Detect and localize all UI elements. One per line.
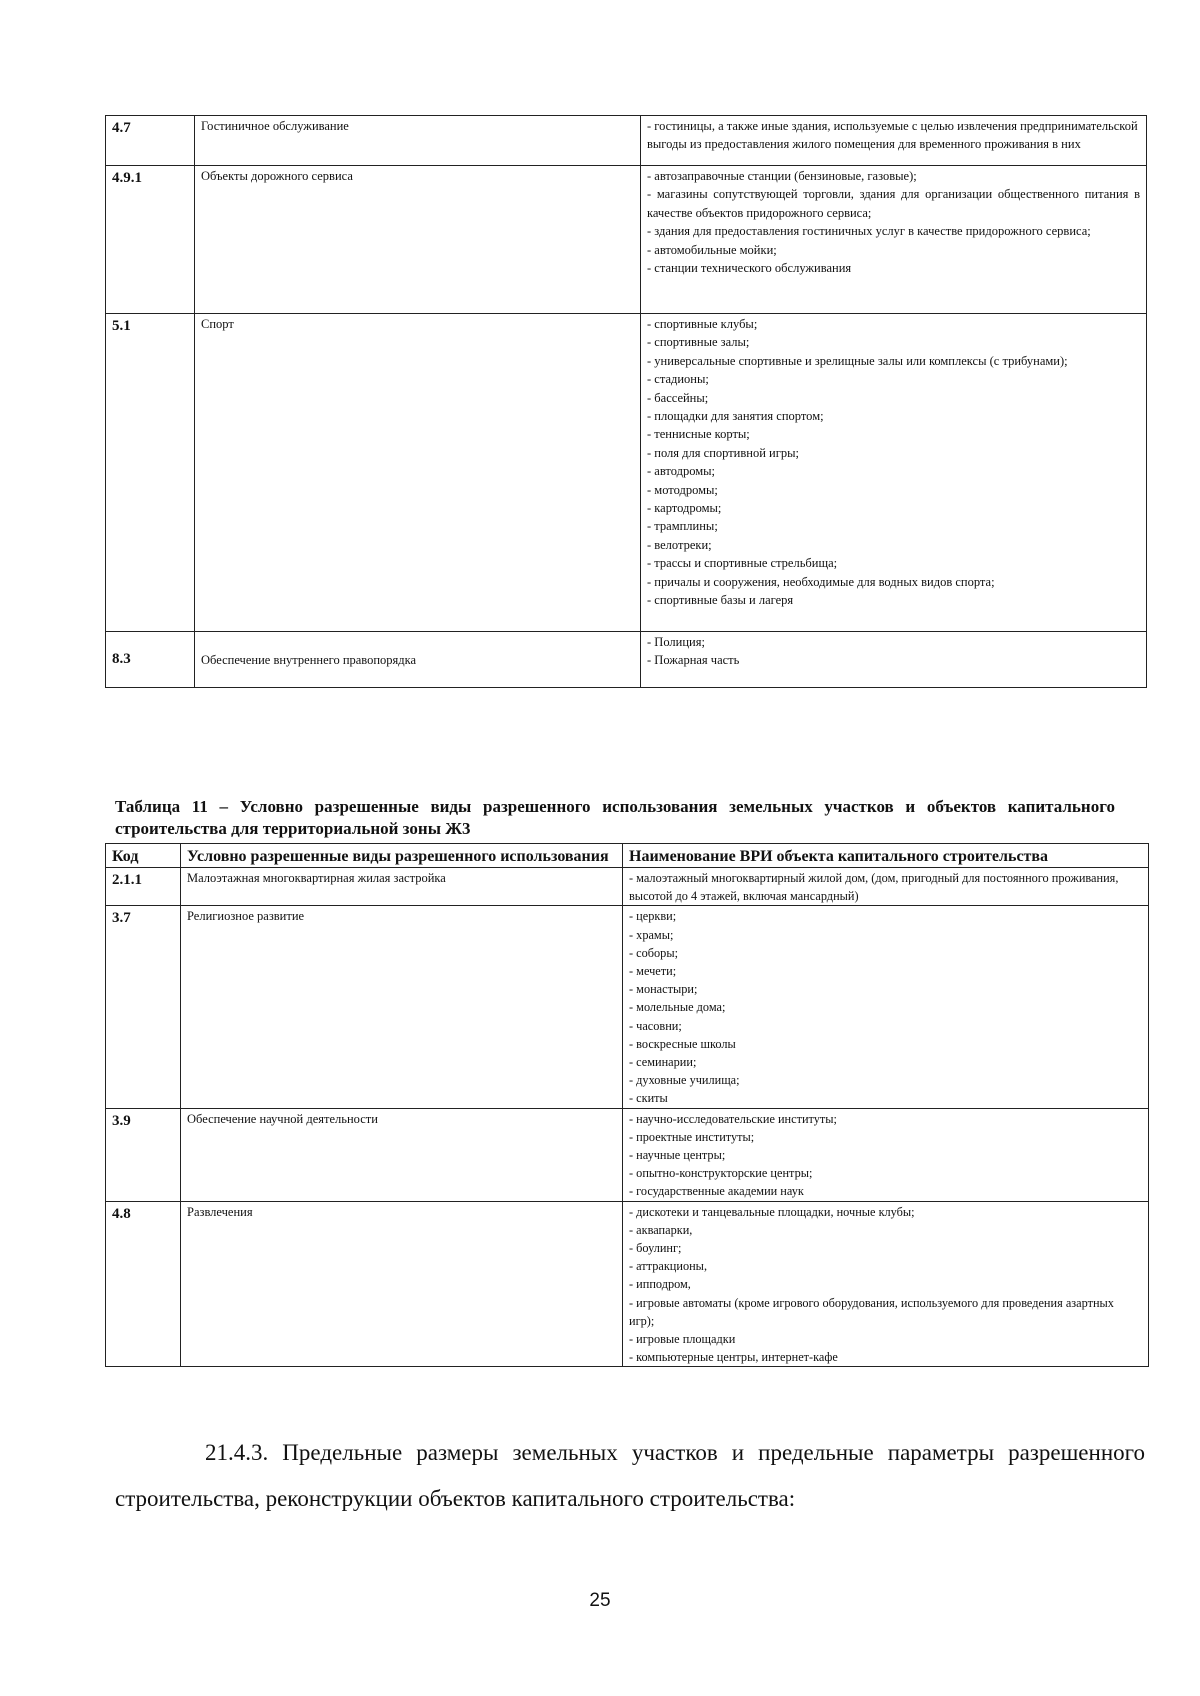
object-item: - компьютерные центры, интернет-кафе xyxy=(629,1350,838,1365)
object-item: - спортивные залы; xyxy=(647,335,750,350)
object-item: - Пожарная часть xyxy=(647,653,740,668)
object-item: - игровые автоматы (кроме игрового оборудования, используемого для проведения азартных игр); xyxy=(629,1295,1114,1328)
object-item: - соборы; xyxy=(629,945,679,960)
section-paragraph: 21.4.3. Предельные размеры земельных участков и предельные параметры разрешенного строительства, реконструкции объектов капитального строительства: xyxy=(115,1440,1145,1511)
object-item: - ипподром, xyxy=(629,1277,691,1292)
row-use-name: Развлечения xyxy=(181,1201,623,1367)
row-use-name: Религиозное развитие xyxy=(181,906,623,1108)
object-item: - монастыри; xyxy=(629,982,698,997)
object-item: - воскресные школы xyxy=(629,1036,736,1051)
object-item: - малоэтажный многоквартирный жилой дом, (дом, пригодный для постоянного проживания, высотой до 4 этажей, включая мансардный) xyxy=(629,871,1119,904)
object-item: - церкви; xyxy=(629,909,677,924)
object-item: - автодромы; xyxy=(647,464,716,479)
object-item: - государственные академии наук xyxy=(629,1184,804,1199)
header-objects: Наименование ВРИ объекта капитального строительства xyxy=(623,844,1149,868)
row-objects xyxy=(623,1201,1149,1367)
row-use-name: Спорт xyxy=(195,314,641,632)
table-caption: Таблица 11 – Условно разрешенные виды разрешенного использования земельных участков и объектов капитального строительства для территориальной зоны Ж3 xyxy=(115,797,1115,838)
table-row xyxy=(106,116,1147,166)
object-item: - гостиницы, а также иные здания, используемые с целью извлечения предпринимательской выгоды из предоставления жилого помещения для временного проживания в них xyxy=(647,119,1138,152)
row-code: 4.9.1 xyxy=(106,166,195,314)
row-objects xyxy=(623,868,1149,906)
object-item: - универсальные спортивные и зрелищные залы или комплексы (с трибунами); xyxy=(647,353,1068,368)
row-objects xyxy=(641,632,1147,688)
row-use-name: Малоэтажная многоквартирная жилая застройка xyxy=(181,868,623,906)
object-item: - картодромы; xyxy=(647,501,722,516)
object-item: - бассейны; xyxy=(647,390,709,405)
table-header-row xyxy=(106,844,1149,868)
row-use-name: Гостиничное обслуживание xyxy=(195,116,641,166)
row-code: 3.7 xyxy=(106,906,181,1108)
object-item: - игровые площадки xyxy=(629,1332,736,1347)
object-item: - научные центры; xyxy=(629,1148,726,1163)
table-row xyxy=(106,1201,1149,1367)
header-code: Код xyxy=(106,844,181,868)
object-item: - духовные училища; xyxy=(629,1073,740,1088)
row-objects xyxy=(641,166,1147,314)
table-row xyxy=(106,632,1147,688)
row-code: 8.3 xyxy=(106,632,195,688)
page-number: 25 xyxy=(589,1590,611,1611)
table-row xyxy=(106,1108,1149,1201)
object-item: - скиты xyxy=(629,1091,668,1106)
object-item: - спортивные базы и лагеря xyxy=(647,593,794,608)
conditional-uses-table xyxy=(105,843,1149,1367)
object-item: - мечети; xyxy=(629,964,677,979)
object-item: - мотодромы; xyxy=(647,482,718,497)
object-item: - опытно-конструкторские центры; xyxy=(629,1166,813,1181)
object-item: - аквапарки, xyxy=(629,1222,693,1237)
row-objects xyxy=(641,314,1147,632)
object-item: - автозаправочные станции (бензиновые, газовые); xyxy=(647,169,917,183)
object-item: - здания для предоставления гостиничных услуг в качестве придорожного сервиса; xyxy=(647,224,1091,239)
header-use-name: Условно разрешенные виды разрешенного использования xyxy=(181,844,623,868)
row-objects xyxy=(623,906,1149,1108)
object-item: - спортивные клубы; xyxy=(647,317,758,331)
table-row xyxy=(106,166,1147,314)
permitted-uses-table-continued xyxy=(105,115,1147,688)
object-item: - научно-исследовательские институты; xyxy=(629,1111,837,1126)
row-use-name: Обеспечение внутреннего правопорядка xyxy=(195,632,641,688)
row-code: 4.7 xyxy=(106,116,195,166)
object-item: - теннисные корты; xyxy=(647,427,750,442)
table-row xyxy=(106,314,1147,632)
row-code: 2.1.1 xyxy=(106,868,181,906)
object-item: - Полиция; xyxy=(647,635,705,649)
object-item: - причалы и сооружения, необходимые для водных видов спорта; xyxy=(647,574,995,589)
object-item: - площадки для занятия спортом; xyxy=(647,409,824,424)
object-item: - молельные дома; xyxy=(629,1000,726,1015)
row-objects xyxy=(641,116,1147,166)
object-item: - дискотеки и танцевальные площадки, ночные клубы; xyxy=(629,1204,915,1219)
row-code: 4.8 xyxy=(106,1201,181,1367)
object-item: - магазины сопутствующей торговли, здания для организации общественного питания в качестве объектов придорожного сервиса; xyxy=(647,187,1140,220)
object-item: - станции технического обслуживания xyxy=(647,261,852,276)
object-item: - автомобильные мойки; xyxy=(647,242,777,257)
table-row xyxy=(106,906,1149,1108)
object-item: - часовни; xyxy=(629,1018,682,1033)
object-item: - стадионы; xyxy=(647,372,709,387)
object-item: - поля для спортивной игры; xyxy=(647,445,799,460)
row-use-name: Объекты дорожного сервиса xyxy=(195,166,641,314)
object-item: - аттракционы, xyxy=(629,1259,708,1274)
table-row xyxy=(106,868,1149,906)
object-item: - проектные институты; xyxy=(629,1129,755,1144)
row-use-name: Обеспечение научной деятельности xyxy=(181,1108,623,1201)
row-objects xyxy=(623,1108,1149,1201)
object-item: - велотреки; xyxy=(647,537,712,552)
object-item: - храмы; xyxy=(629,927,674,942)
row-code: 3.9 xyxy=(106,1108,181,1201)
row-code: 5.1 xyxy=(106,314,195,632)
object-item: - семинарии; xyxy=(629,1055,697,1070)
object-item: - боулинг; xyxy=(629,1241,682,1256)
object-item: - трамплины; xyxy=(647,519,718,534)
object-item: - трассы и спортивные стрельбища; xyxy=(647,556,838,571)
